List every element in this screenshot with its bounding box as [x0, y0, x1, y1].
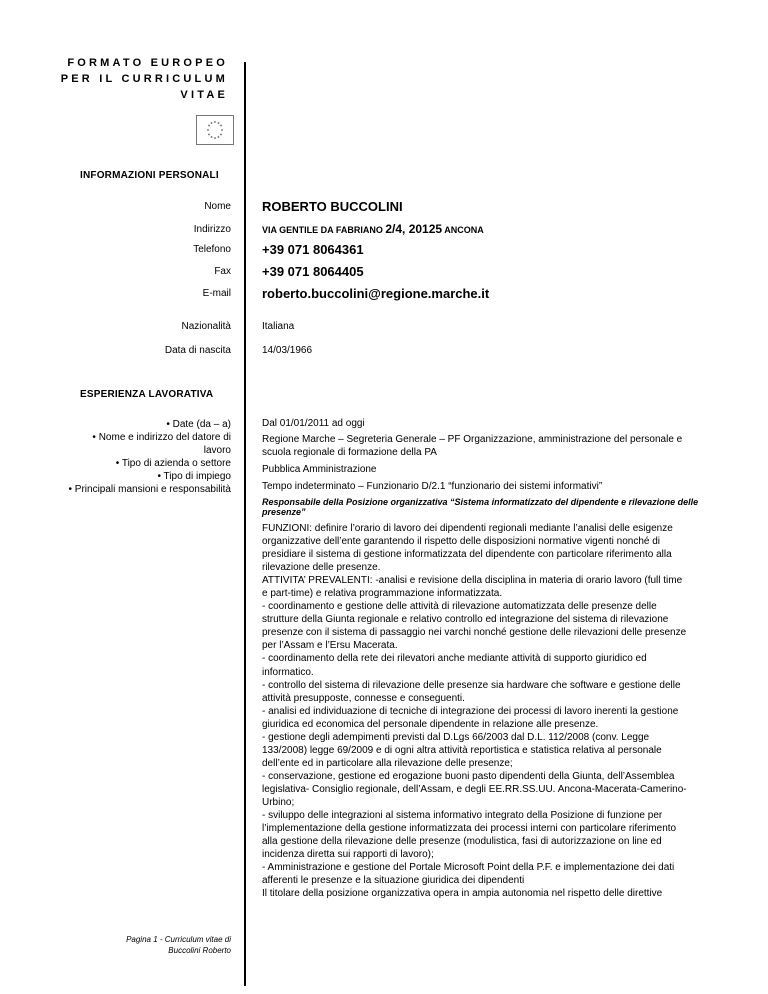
value-email: roberto.buccolini@regione.marche.it	[262, 286, 490, 301]
value-fax: +39 071 8064405	[262, 264, 364, 279]
value-dates: Dal 01/01/2011 ad oggi	[262, 418, 365, 429]
label-address: Indirizzo	[193, 224, 231, 235]
eu-flag-icon	[196, 115, 234, 145]
duties-line: - coordinamento della rete dei rilevatori anche mediante attività di supporto giuridico ed	[262, 653, 647, 665]
duties-line: - gestione degli adempimenti previsti dal D.Lgs 66/2003 dal D.L. 112/2008 (conv. Legge	[262, 731, 650, 743]
duties-line: - Amministrazione e gestione del Portale Microsoft Point della P.F. e implementazione dei dati	[262, 862, 675, 874]
footer-line-1: Pagina 1 - Curriculum vitae di	[126, 935, 231, 944]
section-experience: ESPERIENZA LAVORATIVA	[80, 389, 214, 400]
value-name: ROBERTO BUCCOLINI	[262, 199, 403, 214]
duties-line: FUNZIONI: definire l’orario di lavoro dei dipendenti regionali mediante l’analisi delle esigenze	[262, 523, 673, 534]
label-employment: • Tipo di impiego	[157, 471, 231, 482]
label-phone: Telefono	[193, 244, 231, 255]
duties-line: ATTIVITA’ PREVALENTI: -analisi e revisione della disciplina in materia di orario lavoro (full time	[262, 575, 683, 587]
duties-line: incidenza diretta sui rapporti di lavoro);	[262, 849, 434, 861]
duties-line: afferenti le presenze e la situazione giuridica dei dipendenti	[262, 875, 525, 887]
duties-line: attività presupposte, connesse e conseguenti.	[262, 692, 465, 704]
duties-line: strutture della Giunta regionale e relativo controllo ed integrazione del sistema di rilevazione	[262, 614, 669, 626]
label-fax: Fax	[214, 266, 231, 277]
footer-line-2: Buccolini Roberto	[168, 946, 231, 955]
duties-line: presenze con il sistema di passaggio nei varchi nonché gestione delle rilevazioni delle presenze	[262, 627, 687, 639]
label-email: E-mail	[202, 288, 231, 299]
duties-line: e part-time) e relativa programmazione informatizzata.	[262, 588, 503, 600]
value-address: VIA GENTILE DA FABRIANO 2/4, 20125 ANCONA	[262, 222, 484, 236]
duties-text	[262, 522, 714, 900]
duties-line: presidiare il sistema di gestione informatizzata del dipendente con particolare riferimento alla	[262, 549, 672, 561]
duties-line: alla gestione della rilevazione delle presenze (modulistica, fasi di autorizzazione on line ed	[262, 836, 662, 848]
duties-line: l’implementazione della gestione informatizzata dei processi interni con particolare riferimento	[262, 823, 677, 835]
duties-line: - sviluppo delle integrazioni al sistema informativo integrato della Posizione di funzione per	[262, 810, 663, 822]
value-responsibility: Responsabile della Posizione organizzativa “Sistema informatizzato del dipendente e rilevazione delle presenze”	[262, 497, 699, 517]
label-employer-cont: lavoro	[203, 445, 231, 456]
value-nationality: Italiana	[262, 321, 295, 332]
label-sector: • Tipo di azienda o settore	[115, 458, 231, 469]
duties-line: - controllo del sistema di rilevazione delle presenze sia hardware che software e gestione delle	[262, 679, 681, 691]
duties-line: per l’Assam e l’Ersu Macerata.	[262, 640, 398, 652]
label-dates: • Date (da – a)	[166, 419, 231, 430]
duties-line: - coordinamento e gestione delle attività di rilevazione automatizzata delle presenze delle	[262, 601, 657, 613]
label-name: Nome	[204, 201, 231, 212]
label-employer: • Nome e indirizzo del datore di	[92, 432, 231, 443]
label-responsibilities: • Principali mansioni e responsabilità	[68, 484, 231, 495]
value-employer-1: Regione Marche – Segreteria Generale – PF Organizzazione, amministrazione del personale e	[262, 434, 683, 445]
experience-labels	[31, 418, 231, 496]
label-birth: Data di nascita	[164, 345, 231, 356]
duties-line: informatico.	[262, 666, 314, 678]
duties-line: rilevazione delle presenze.	[262, 562, 381, 574]
label-nationality: Nazionalità	[181, 321, 231, 332]
header-line-1: FORMATO EUROPEO	[67, 57, 228, 69]
duties-line: dell’ente ed in particolare alla rilevazione delle presenze;	[262, 757, 513, 769]
value-phone: +39 071 8064361	[262, 242, 364, 257]
vertical-separator	[244, 62, 246, 986]
duties-line: Urbino;	[262, 796, 295, 808]
section-personal-info: INFORMAZIONI PERSONALI	[80, 170, 219, 181]
value-birth: 14/03/1966	[262, 345, 313, 356]
value-employment: Tempo indeterminato – Funzionario D/2.1 “funzionario dei sistemi informativi”	[262, 481, 603, 492]
value-sector: Pubblica Amministrazione	[262, 464, 377, 475]
duties-line: organizzative dell’ente garantendo il rispetto delle disposizioni normative vigenti nonché di	[262, 536, 661, 548]
duties-line: 133/2008) legge 69/2009 e di ogni altra attività reportistica e statistica relativa al personale	[262, 744, 662, 756]
duties-line: legislativa- Consiglio regionale, dell’Assam, e degli EE.RR.SS.UU. Ancona-Macerata-Camerino-	[262, 783, 687, 795]
duties-line: - conservazione, gestione ed erogazione buoni pasto dipendenti della Giunta, dell’Assemblea	[262, 770, 675, 782]
page-footer	[126, 934, 231, 956]
header-line-3: VITAE	[180, 89, 228, 101]
duties-line: - analisi ed individuazione di tecniche di integrazione dei processi di lavoro inerenti la gestione	[262, 705, 679, 717]
duties-line: giuridica ed economica del personale dipendente in relazione alle presenze.	[262, 718, 599, 730]
header-line-2: PER IL CURRICULUM	[60, 73, 228, 85]
duties-line: Il titolare della posizione organizzativa opera in ampia autonomia nel rispetto delle direttive	[262, 888, 663, 900]
value-employer-2: scuola regionale di formazione della PA	[262, 447, 437, 458]
